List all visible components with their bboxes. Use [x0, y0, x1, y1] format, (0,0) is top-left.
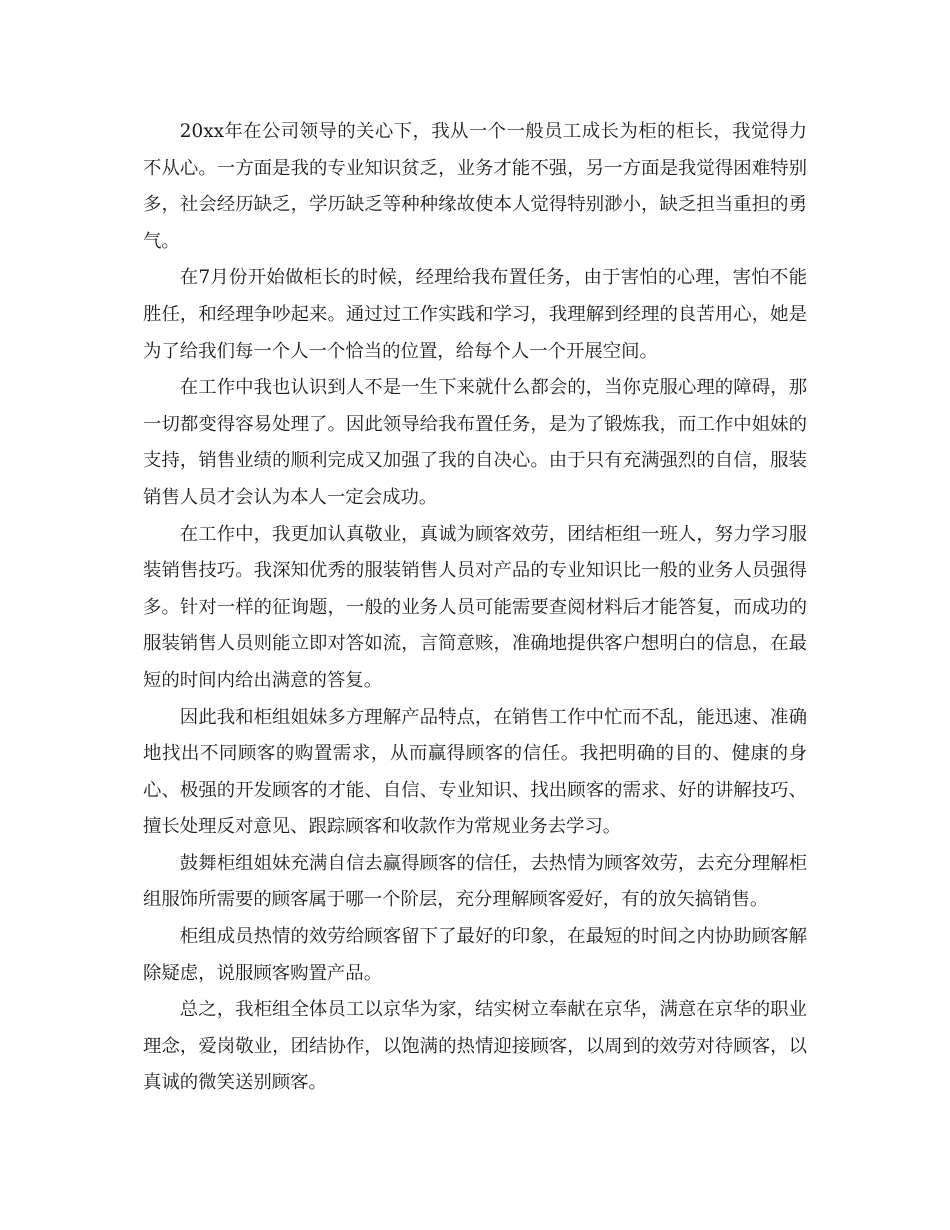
paragraph: 20xx年在公司领导的关心下，我从一个一般员工成长为柜的柜长，我觉得力不从心。一方面是我的专业知识贫乏，业务才能不强，另一方面是我觉得困难特别多，社会经历缺乏，学历缺乏等种种缘故使本人觉得特别渺小，缺乏担当重担的勇气。: [143, 121, 807, 252]
paragraph: 在7月份开始做柜长的时候，经理给我布置任务，由于害怕的心理，害怕不能胜任，和经理争吵起来。通过过工作实践和学习，我理解到经理的良苦用心，她是为了给我们每一个人一个恰当的位置，给每个人一个开展空间。: [143, 267, 807, 362]
paragraph: 鼓舞柜组姐妹充满自信去赢得顾客的信任，去热情为顾客效劳，去充分理解柜组服饰所需要的顾客属于哪一个阶层，充分理解顾客爱好，有的放矢搞销售。: [143, 852, 807, 911]
paragraph: 因此我和柜组姐妹多方理解产品特点，在销售工作中忙而不乱，能迅速、准确地找出不同顾客的购置需求，从而赢得顾客的信任。我把明确的目的、健康的身心、极强的开发顾客的才能、自信、专业知识、找出顾客的需求、好的讲解技巧、擅长处理反对意见、跟踪顾客和收款作为常规业务去学习。: [143, 706, 807, 838]
paragraph: 柜组成员热情的效劳给顾客留下了最好的印象，在最短的时间之内协助顾客解除疑虑，说服顾客购置产品。: [143, 926, 807, 984]
paragraph: 在工作中，我更加认真敬业，真诚为顾客效劳，团结柜组一班人，努力学习服装销售技巧。我深知优秀的服装销售人员对产品的专业知识比一般的业务人员强得多。针对一样的征询题，一般的业务人员可能需要查阅材料后才能答复，而成功的服装销售人员则能立即对答如流，言简意赅，准确地提供客户想明白的信息，在最短的时间内给出满意的答复。: [143, 523, 807, 691]
paragraph: 总之，我柜组全体员工以京华为家，结实树立奉献在京华，满意在京华的职业理念，爱岗敬业，团结协作，以饱满的热情迎接顾客，以周到的效劳对待顾客，以真诚的微笑送别顾客。: [143, 999, 807, 1094]
paragraph: 在工作中我也认识到人不是一生下来就什么都会的，当你克服心理的障碍，那一切都变得容易处理了。因此领导给我布置任务，是为了锻炼我，而工作中姐妹的支持，销售业绩的顺利完成又加强了我的自决心。由于只有充满强烈的自信，服装销售人员才会认为本人一定会成功。: [143, 377, 807, 508]
document-body: [143, 114, 807, 1102]
